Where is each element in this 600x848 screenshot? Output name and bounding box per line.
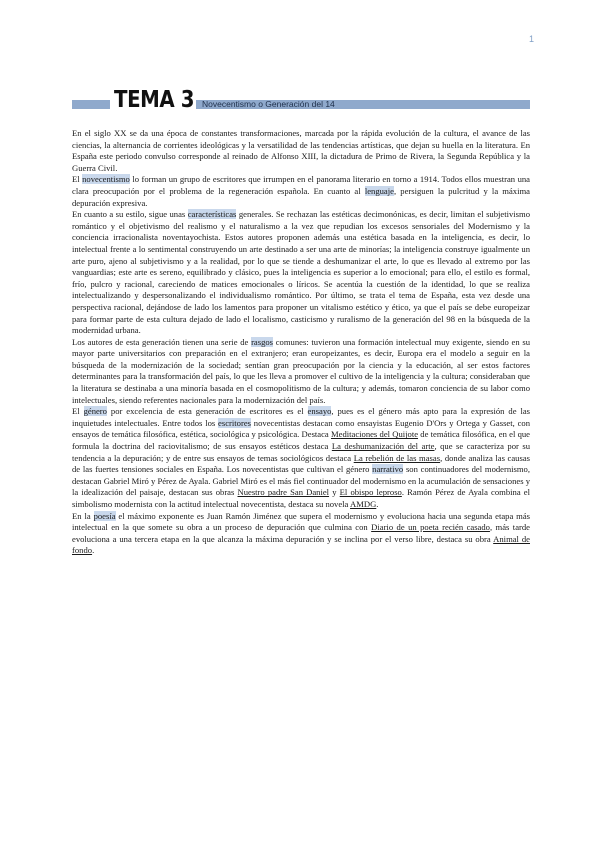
paragraph-novecentismo — [72, 174, 530, 209]
text-run: En cuanto a su estilo, sigue unas — [72, 209, 188, 220]
text-run: de temática filosófica, en el que formula la doctrina del raciovitalismo; de sus ensayos estéticos destaca — [72, 429, 530, 452]
work-title: La rebelión de las masas — [353, 452, 441, 463]
page-subtitle: Novecentismo o Generación del 14 — [202, 99, 335, 109]
paragraph-poesia — [72, 511, 530, 557]
text-run: . Ramón Pérez de Ayala combina el simbolismo modernista con la actitud intelectual novecentista, destaca su novela — [72, 487, 530, 509]
text-run: novecentistas destacan como ensayistas Eugenio D'Ors y Ortega y Gasset, con ensayos de temática filosófica, estética, sociológica y psicológica. Destaca — [72, 417, 530, 440]
document-body — [72, 128, 530, 557]
text-run: generales. Se rechazan las estéticas decimonónicas, es decir, limitan el subjetivismo romántico y el objetivismo del realismo y el naturalismo a la vez que repudian los excesos sensoriales del Modernismo y la conciencia irracionalista noventayochista. Estos autores proponen además una estética basada en la inteligencia, es decir, lo intelectual frente a lo sentimental construyendo un arte destinado a ser una arte de minorías; la inteligencia construye igualmente un arte puro, ajeno al subjetivismo y a la realidad, por lo que se tiende a deshumanizar el arte, lo que es llevado al extremo por las vanguardias; este arte es sereno, equilibrado y clásico, pues la inteligencia es superior a lo emocional; para ello, el estilo es formal, frío, pulcro y racional, careciendo de matices emocionales o líricos. Se acentúa la cuestión de la identidad, lo que se realiza intelectualizando y despersonalizando el individualismo romántico. Por último, se trata el tema de España, esta vez desde una perspectiva racional, dejándose de lado los lamentos para proponer un vitalismo estético y ético, ya que el país se debe europeizar para formar parte de esta cultura dejado de lado el localismo, casticismo y ruralismo de la generación del 98 en la búsqueda de la modernidad urbana. — [72, 209, 531, 336]
text-run: En la — [72, 510, 94, 521]
text-run: El — [72, 174, 83, 185]
section-header — [72, 86, 530, 116]
work-title: La deshumanización del arte — [331, 441, 435, 452]
work-title: Animal de fondo — [72, 533, 530, 556]
text-run: , donde analiza las causas de las fuertes tensiones sociales en España. Los novecentistas que cultivan el género — [72, 452, 530, 475]
work-title: AMDG — [350, 499, 377, 509]
header-accent-bar-left — [72, 100, 110, 109]
highlight-escritores: escritores — [218, 417, 251, 428]
highlight-novecentismo: novecentismo — [82, 174, 130, 185]
highlight-caracteristicas: características — [187, 209, 237, 220]
text-run: y — [329, 487, 340, 498]
highlight-poesia: poesía — [93, 510, 116, 521]
work-title: Nuestro padre San Daniel — [237, 487, 330, 498]
highlight-genero: género — [83, 406, 107, 417]
text-run: Los autores de esta generación tienen una serie de — [72, 336, 252, 347]
paragraph-ensayo — [72, 406, 530, 510]
text-run: , persiguen la pulcritud y la máxima depuración expresiva. — [72, 185, 530, 208]
text-run: . — [376, 499, 379, 509]
paragraph-intro — [72, 128, 530, 174]
work-title: Meditaciones del Quijote — [330, 429, 419, 440]
text-run: , pues es el género más apto para la expresión de las inquietudes intelectuales. Entre todos los — [72, 406, 530, 428]
highlight-lenguaje: lenguaje — [364, 185, 394, 196]
work-title: El obispo leproso — [339, 487, 402, 498]
text-run: comunes: tuvieron una formación intelectual muy exigente, siendo en su mayor parte universitarios con preparación en el extranjero; eran europeizantes, es decir, Europa era el modelo a seguir en la búsqueda de la modernización de la sociedad; sentían gran preocupación por la ciencia y la educación, al ser estos factores determinantes para la transformación del país, lo que les lleva a promover el cultivo de la inteligencia y la cultura; consideraban que la literatura se destinaba a una minoría basada en el cosmopolitismo de la cultura; y además, tomaron conciencia de su labor como intelectuales, siendo referentes nacionales para la modernización del país. — [72, 336, 531, 405]
text-run: , más tarde evoluciona a una tercera etapa en la que alcanza la máxima depuración y se inclina por el verso libre, destaca su obra — [72, 522, 530, 544]
text-run: El — [72, 406, 84, 417]
page-number: 1 — [528, 34, 534, 44]
text-run: , que se caracteriza por su tendencia a la depuración; y de entre sus ensayos de temas sociológicos destaca — [72, 441, 531, 463]
page-title: TEMA 3 — [114, 87, 195, 113]
work-title: Diario de un poeta recién casado — [371, 522, 490, 533]
highlight-rasgos: rasgos — [251, 336, 274, 347]
highlight-narrativo: narrativo — [372, 464, 404, 475]
text-run: por excelencia de esta generación de escritores es el — [106, 406, 308, 417]
text-run: son continuadores del modernismo, destacan Gabriel Miró y Pérez de Ayala. Gabriel Miró es el más fiel continuador del modernismo en la acumulación de sensaciones y la idealización del paisaje, destacan sus obras — [72, 464, 530, 498]
text-run: el máximo exponente es Juan Ramón Jiménez que supera el modernismo y evoluciona hacia una segunda etapa más intelectual en la que somete su obra a un proceso de depuración que culmina con — [72, 510, 531, 533]
text-run: . — [92, 545, 95, 556]
paragraph-autores — [72, 337, 530, 407]
text-run: lo forman un grupo de escritores que irrumpen en el panorama literario en torno a 1914. Todos ellos muestran una clara preocupación por el problema de la regeneración española. En cuanto al — [72, 174, 530, 196]
paragraph-estilo — [72, 209, 530, 337]
highlight-ensayo: ensayo — [307, 406, 332, 417]
paragraph-intro-text: En el siglo XX se da una época de constantes transformaciones, marcada por la rápida evolución de la cultura, el avance de las ciencias, la alternancia de corrientes ideológicas y la versatilidad de las tendencias artísticas, que dejan su huella en la literatura. En España este periodo convulso corresponde al reinado de Alfonso XIII, la dictadura de Primo de Rivera, la Segunda República y la Guerra Civil. — [72, 128, 530, 173]
